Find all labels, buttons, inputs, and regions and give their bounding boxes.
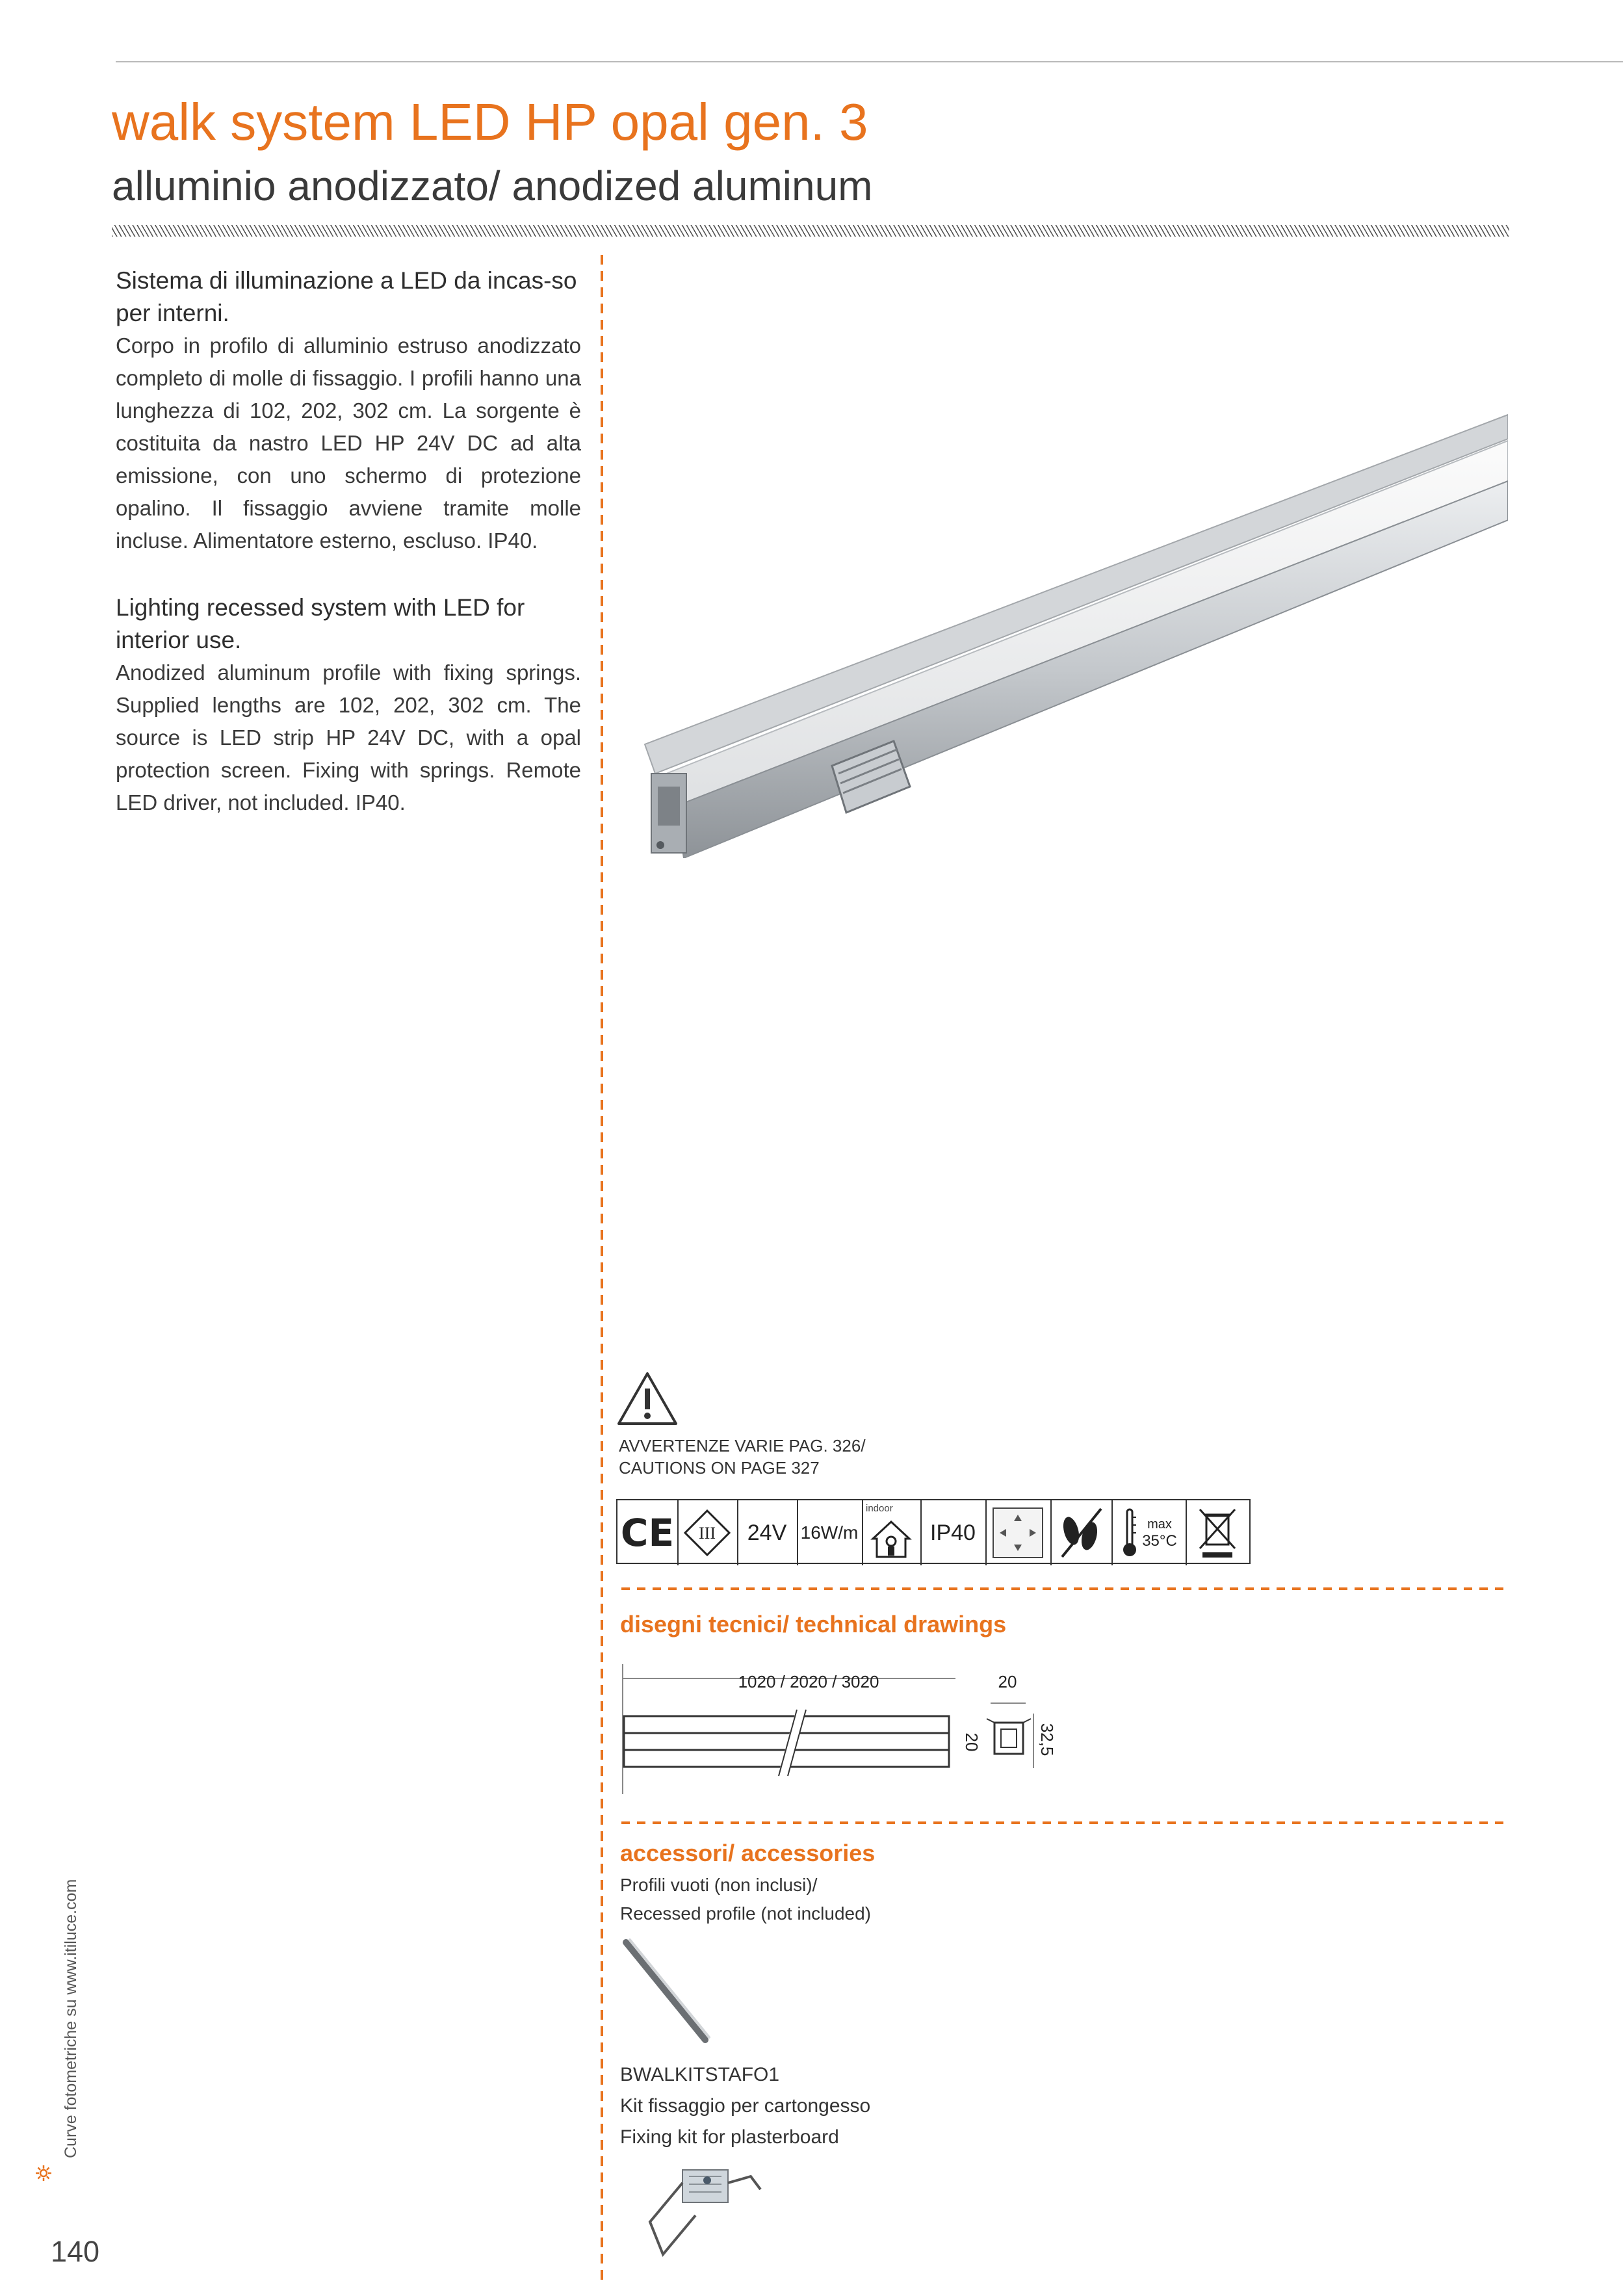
max-temperature-label: 35°C xyxy=(1142,1532,1177,1550)
description-english-body: Anodized aluminum profile with fixing springs. Supplied lengths are 102, 202, 302 cm. The source is LED strip HP 24V DC, with a opal protection screen. Fixing with springs. Remote LED driver, not included. IP40. xyxy=(116,660,581,815)
accessory-kit-italian: Kit fissaggio per cartongesso xyxy=(620,2095,871,2117)
cautions-line-2: CAUTIONS ON PAGE 327 xyxy=(619,1458,820,1478)
max-temperature-icon xyxy=(1111,1500,1187,1565)
technical-drawing xyxy=(617,1664,1072,1794)
diffused-light-icon xyxy=(985,1500,1052,1565)
class-iii-icon xyxy=(677,1500,738,1565)
thermometer-icon xyxy=(1120,1507,1139,1559)
empty-profile-image xyxy=(621,1937,718,2048)
accessory-profile-line-2: Recessed profile (not included) xyxy=(620,1903,871,1924)
accessory-kit-english: Fixing kit for plasterboard xyxy=(620,2126,839,2148)
ip-rating-label: IP40 xyxy=(920,1500,987,1565)
product-profile-image xyxy=(637,390,1508,858)
height-dimension-label: 20 xyxy=(962,1732,981,1752)
photometric-curves-note: Curve fotometriche su www.itiluce.com xyxy=(62,1879,80,2158)
footprints-icon xyxy=(1053,1505,1109,1561)
depth-dimension-label: 32,5 xyxy=(1037,1723,1057,1756)
top-rule xyxy=(116,61,1623,62)
technical-drawings-heading: disegni tecnici/ technical drawings xyxy=(620,1611,1007,1637)
light-directions-icon xyxy=(991,1506,1045,1560)
crossed-bin-icon xyxy=(1195,1506,1240,1560)
page-number: 140 xyxy=(51,2235,100,2268)
walkable-icon xyxy=(1050,1500,1113,1565)
cautions-line-1: AVVERTENZE VARIE PAG. 326/ xyxy=(619,1436,866,1455)
accessory-code: BWALKITSTAFO1 xyxy=(620,2064,780,2085)
weee-icon xyxy=(1186,1500,1249,1565)
warning-triangle-icon xyxy=(616,1370,679,1426)
description-italian xyxy=(116,265,581,557)
section-divider-accessories xyxy=(621,1821,1508,1824)
sun-icon xyxy=(35,2165,52,2182)
accessory-profile-line-1: Profili vuoti (non inclusi)/ xyxy=(620,1875,818,1895)
description-italian-heading: Sistema di illuminazione a LED da incas-so per interni. xyxy=(116,267,577,326)
vertical-dashed-divider xyxy=(601,255,603,2283)
accessories-heading: accessori/ accessories xyxy=(620,1840,876,1866)
power-label: 16W/m xyxy=(797,1500,863,1565)
indoor-use-icon xyxy=(862,1500,922,1565)
voltage-label: 24V xyxy=(737,1500,798,1565)
hatch-divider xyxy=(112,225,1509,237)
class-iii-label: III xyxy=(699,1524,716,1543)
fixing-kit-image xyxy=(637,2157,767,2267)
description-italian-body: Corpo in profilo di alluminio estruso anodizzato completo di molle di fissaggio. I profili hanno una lunghezza di 102, 202, 302 cm. La sorgente è costituita da nastro LED HP 24V DC ad alta emissione, con uno schermo di protezione opalino. Il fissaggio avviene tramite molle incluse. Alimentatore esterno, escluso. IP40. xyxy=(116,333,581,553)
description-english-heading: Lighting recessed system with LED for interior use. xyxy=(116,594,525,653)
max-label: max xyxy=(1147,1517,1172,1532)
class-iii-diamond-icon xyxy=(682,1508,732,1558)
length-dimension-label: 1020 / 2020 / 3020 xyxy=(738,1672,879,1691)
house-icon xyxy=(870,1518,912,1559)
description-english xyxy=(116,592,581,819)
page-subtitle: alluminio anodizzato/ anodized aluminum xyxy=(112,163,873,209)
page-title: walk system LED HP opal gen. 3 xyxy=(112,93,868,151)
section-divider-drawings xyxy=(621,1587,1508,1590)
ce-mark: CE xyxy=(617,1500,679,1565)
width-dimension-label: 20 xyxy=(998,1672,1017,1691)
indoor-label: indoor xyxy=(866,1503,893,1514)
certification-strip xyxy=(616,1499,1251,1564)
